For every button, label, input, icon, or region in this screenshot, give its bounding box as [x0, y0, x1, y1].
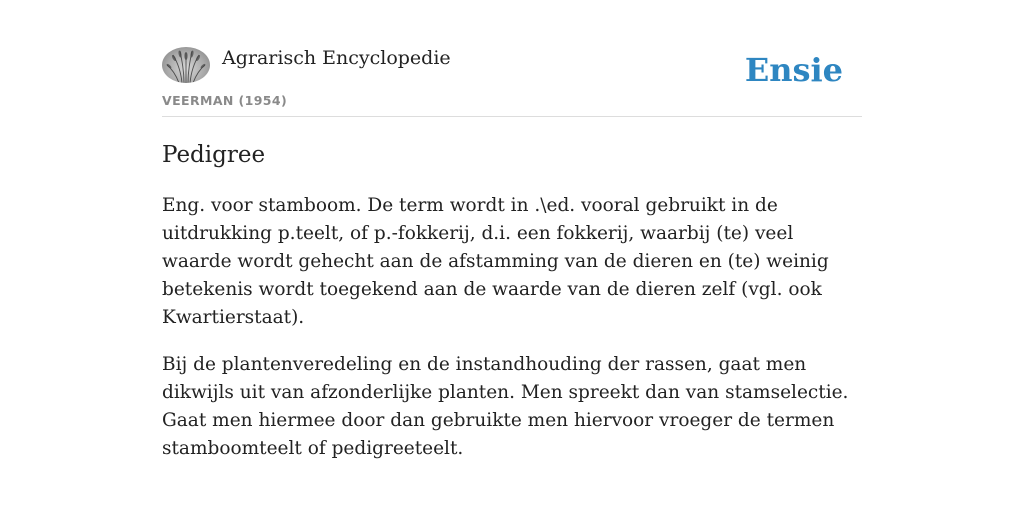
book-header [162, 0, 862, 117]
entry-body [162, 192, 862, 482]
ensie-logo-link[interactable]: Ensie [744, 51, 843, 89]
book-author-year: VEERMAN (1954) [162, 93, 288, 108]
entry-paragraph: Eng. voor stamboom. De term wordt in .\ed. vooral gebruikt in de uitdrukking p.teelt, of p.-fokkerij, d.i. een fokkerij, waarbij (te) veel waarde wordt gehecht aan de afstamming van de dieren en (te) weinig betekenis wordt toegekend aan de waarde van de dieren zelf (vgl. ook Kwartierstaat). [162, 195, 829, 328]
entry-paragraph: Bij de plantenveredeling en de instandhouding der rassen, gaat men dikwijls uit van afzonderlijke planten. Men spreekt dan van stamselectie. Gaat men hiermee door dan gebruikte men hiervoor vroeger de termen stamboomteelt of pedigreeteelt. [162, 354, 849, 459]
book-title-link[interactable]: Agrarisch Encyclopedie [222, 47, 451, 69]
book-thumbnail-icon[interactable] [162, 47, 210, 83]
entry-title: Pedigree [162, 142, 266, 168]
page-container [162, 0, 862, 459]
wheat-icon [162, 47, 210, 83]
